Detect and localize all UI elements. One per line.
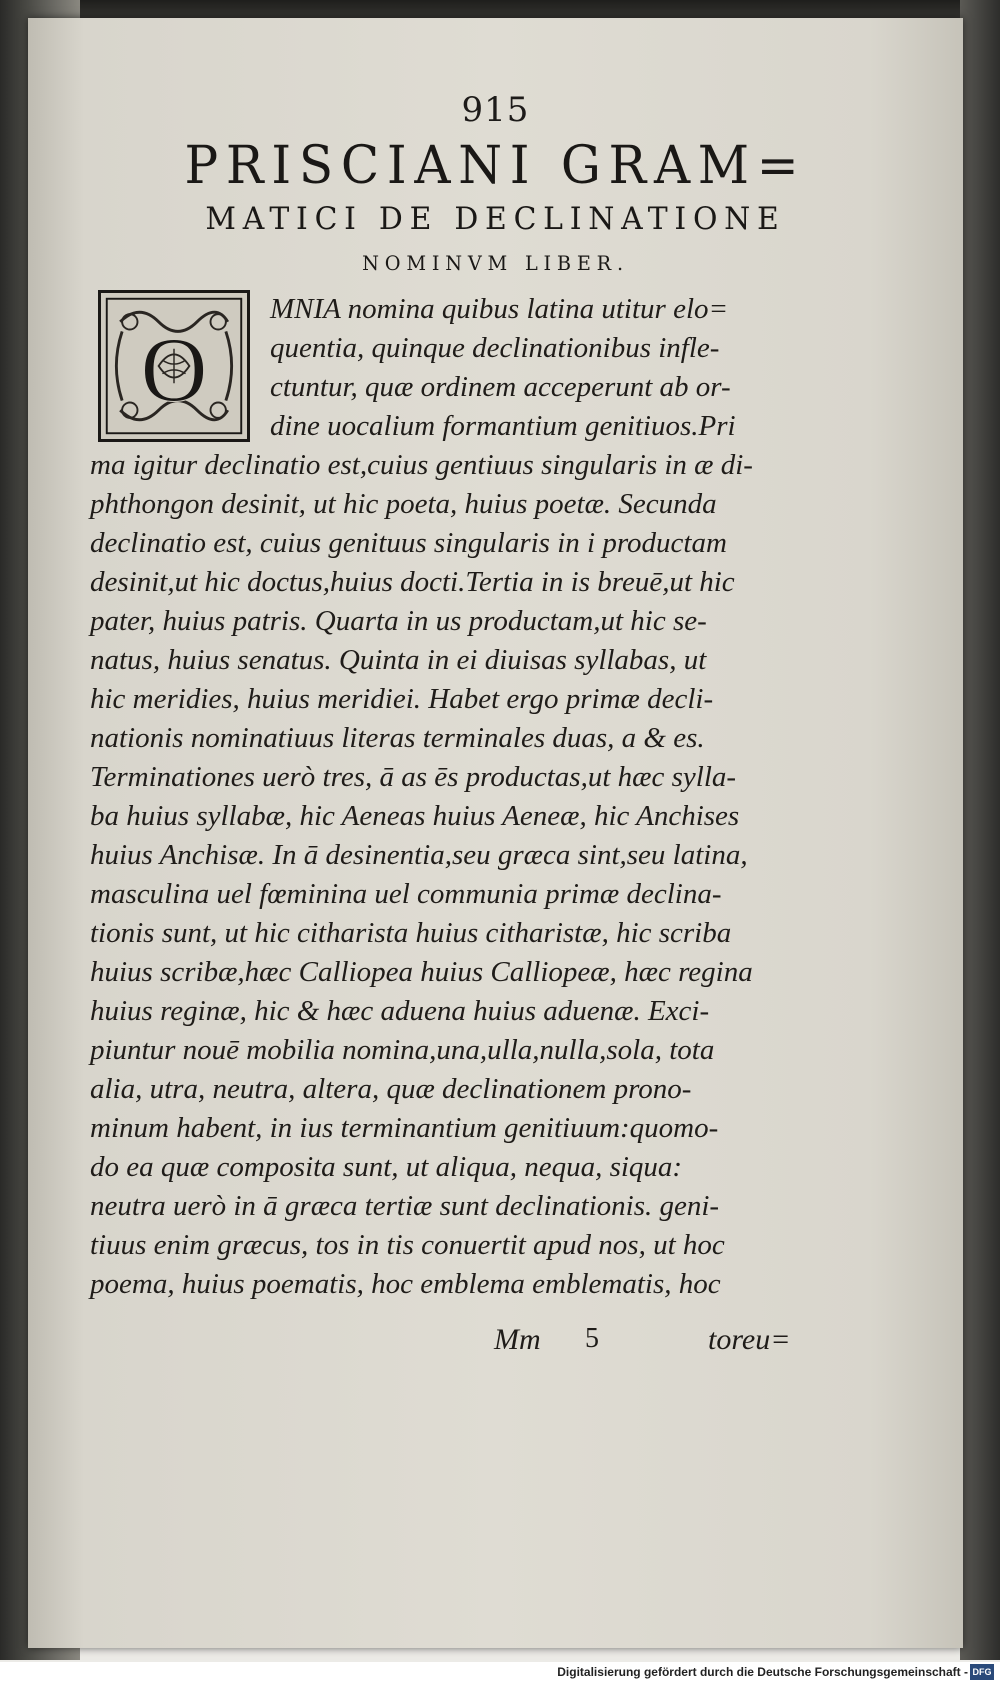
- signature-mark: Mm: [494, 1323, 541, 1356]
- text-line: natus, huius senatus. Quinta in ei diuisas syllabas, ut: [90, 644, 707, 676]
- text-line: quentia, quinque declinationibus infle-: [270, 332, 720, 364]
- text-line: ba huius syllabæ, hic Aeneas huius Aeneæ, hic Anchises: [90, 800, 740, 832]
- text-line: pater, huius patris. Quarta in us productam,ut hic se-: [90, 605, 707, 637]
- text-line: ctuntur, quæ ordinem acceperunt ab or-: [270, 371, 731, 403]
- page-number: 915: [461, 90, 530, 130]
- book-page: [28, 18, 963, 1648]
- text-line: Terminationes uerò tres, ā as ēs productas,ut hæc sylla-: [90, 761, 737, 793]
- text-line: dine uocalium formantium genitiuos.Pri: [270, 410, 736, 442]
- text-line: desinit,ut hic doctus,huius docti.Tertia in is breuē,ut hic: [90, 566, 735, 598]
- text-line: minum habent, in ius terminantium genitiuum:quomo-: [90, 1112, 719, 1144]
- text-line: phthongon desinit, ut hic poeta, huius poetæ. Secunda: [90, 488, 717, 520]
- text-line: tionis sunt, ut hic citharista huius citharistæ, hic scriba: [90, 917, 732, 949]
- initial-letter: O: [140, 318, 208, 421]
- book-cover-edge: [960, 0, 1000, 1660]
- text-line: ma igitur declinatio est,cuius gentiuus singularis in æ di-: [90, 449, 753, 481]
- catchword: toreu=: [708, 1323, 791, 1356]
- text-line: huius Anchisæ. In ā desinentia,seu græca sint,seu latina,: [90, 839, 748, 871]
- text-line: poema, huius poematis, hoc emblema emblematis, hoc: [90, 1268, 721, 1300]
- text-line: nationis nominatiuus literas terminales duas, a & es.: [90, 722, 705, 754]
- decorated-initial: [98, 290, 250, 442]
- ornament-initial-icon: [101, 293, 247, 439]
- text-line: hic meridies, huius meridiei. Habet ergo primæ decli-: [90, 683, 714, 715]
- text-line: masculina uel fœminina uel communia primæ declina-: [90, 878, 722, 910]
- footer-credit: Digitalisierung gefördert durch die Deutsche Forschungsgemeinschaft -: [557, 1665, 968, 1679]
- text-line: huius reginæ, hic & hæc aduena huius aduenæ. Exci-: [90, 995, 710, 1027]
- dfg-logo-icon: DFG: [970, 1664, 994, 1680]
- text-line: tiuus enim græcus, tos in tis conuertit apud nos, ut hoc: [90, 1229, 725, 1261]
- signature-number: 5: [585, 1323, 599, 1354]
- text-line: alia, utra, neutra, altera, quæ declinationem prono-: [90, 1073, 692, 1105]
- text-line: piuntur nouē mobilia nomina,una,ulla,nulla,sola, tota: [90, 1034, 715, 1066]
- title-line-2: MATICI DE DECLINATIONE: [205, 201, 786, 237]
- text-line: huius scribæ,hæc Calliopea huius Calliopeæ, hæc regina: [90, 956, 753, 988]
- text-line: MNIA nomina quibus latina utitur elo=: [270, 293, 729, 325]
- text-line: neutra uerò in ā græca tertiæ sunt declinationis. geni-: [90, 1190, 720, 1222]
- title-line-3: NOMINVM LIBER.: [362, 251, 629, 275]
- text-line: do ea quæ composita sunt, ut aliqua, nequa, siqua:: [90, 1151, 683, 1183]
- title-line-1: PRISCIANI GRAM=: [184, 136, 807, 196]
- text-line: declinatio est, cuius genituus singularis in i productam: [90, 527, 727, 559]
